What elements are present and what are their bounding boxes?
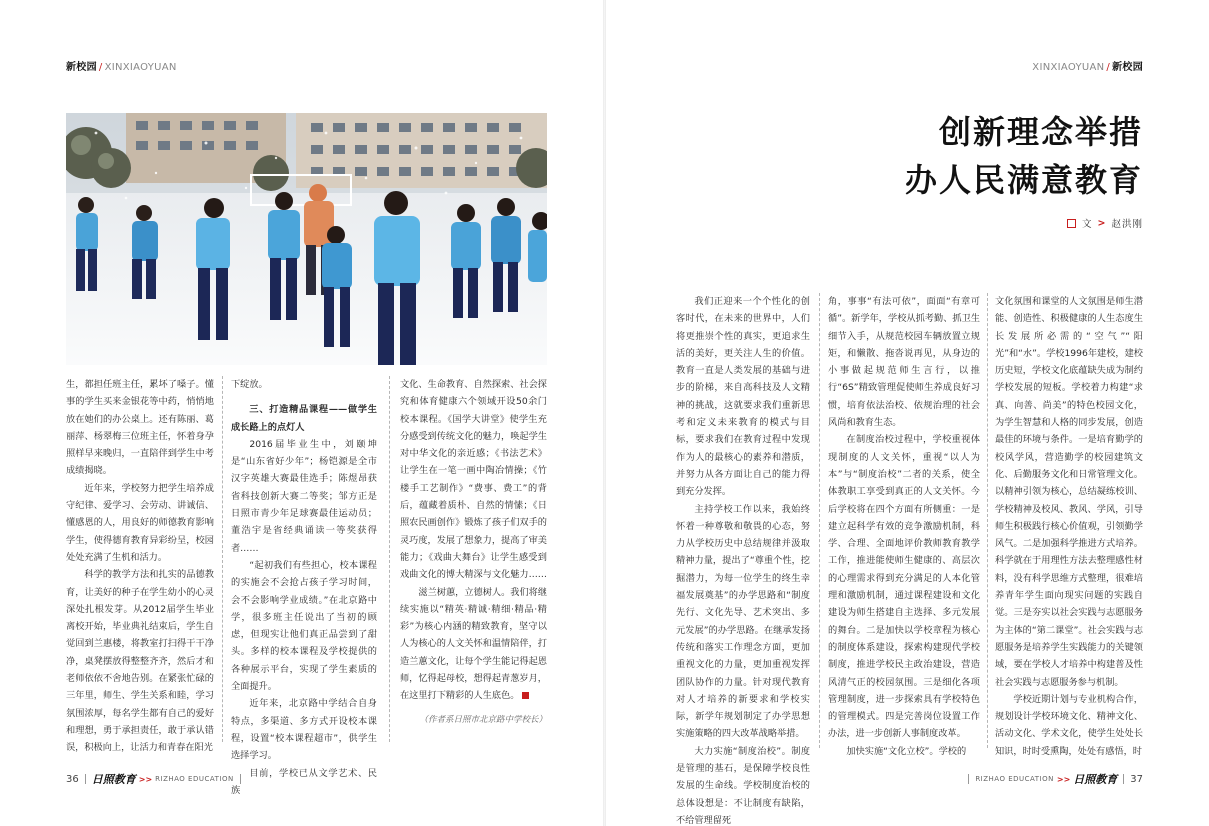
page-spine: [603, 0, 606, 826]
byline-arrow-icon: >: [1097, 217, 1106, 229]
author-note: （作者系日照市北京路中学校长）: [419, 715, 547, 725]
paragraph: 生，都担任班主任，累坏了嗓子。懂事的学生买来金银花等中药，悄悄地放在她们的办公桌上。还有陈丽、葛丽萍、杨翠梅三位班主任，怀着身孕照样早来晚归，一直陪伴到学生中考成绩揭晓。: [66, 379, 214, 477]
byline-square-icon: [1067, 219, 1076, 228]
footer-divider: [1123, 774, 1124, 784]
paragraph: 目前，学校已从文学艺术、民族: [231, 767, 377, 796]
byline: [1067, 216, 1143, 230]
byline-label: 文: [1082, 219, 1092, 230]
publication-en-name: RIZHAO EDUCATION: [975, 775, 1054, 783]
end-of-article-mark: [522, 692, 529, 699]
running-header-left: 新校园 / XINXIAOYUAN: [66, 62, 177, 73]
left-column-1: [66, 376, 214, 757]
chevron-icon: >>: [1056, 774, 1071, 784]
column-divider: [819, 293, 820, 748]
column-divider: [389, 376, 390, 742]
article-title: [905, 108, 1143, 204]
students-snow-photo: [66, 113, 547, 365]
footer-divider: [85, 774, 86, 784]
right-column-2: [828, 293, 980, 760]
page-number: 36: [66, 773, 79, 785]
left-column-2: [231, 376, 377, 799]
footer-divider: [968, 774, 969, 784]
paragraph: 文化氛围和课堂的人文氛围是师生潜能、创造性、积极健康的人生态度生长发展所必需的“空气”“阳光”和“水”。学校1996年建校，建校历史短，学校文化底蕴缺失成为制约学校发展的短板。学校着力构建“求真、向善、尚美”的特色校园文化，为学生智慧和人格的同步发展，创造最佳的环境与条件。一是培育勤学的校风学风，营造勤学的校园建筑文化、后勤服务文化和日常管理文化。以精神引领为核心，总结凝练校训、学校精神及校风、教风、学风，引导师生积极践行核心价值观，引领勤学风气。二是加强科学推进方式培养。科学就在于用理性方法去整理感性材料，没有科学思维方式整理，很难培养青年学生面向现实问题的实践自觉。三是夯实以社会实践与志愿服务为主体的“第二课堂”。社会实践与志愿服务是培养学生实践能力的关键领域，要在学校人才培养中构建普及性社会实践与志愿服务参与机制。: [995, 296, 1143, 688]
paragraph: 学校近期计划与专业机构合作，规划设计学校环境文化、精神文化、活动文化、学术文化，使学生处处长知识，时时受熏陶，处处有感悟，时: [995, 693, 1143, 757]
page-number: 37: [1130, 773, 1143, 785]
paragraph: 我们正迎来一个个性化的创客时代，在未来的世界中，人们将更推崇个性的真实，更追求生活的美好，更关注人生的价值。教育一直是人类发展的基础与进步的阶梯，来自高科技及人文精神的挑战，这就要求我们重新思考和定义未来教育的模式与目标，要求我们在教育过程中发现作为人的最核心的素养和潜质，并努力从各方面让自己的能力得到充分发挥。: [676, 296, 810, 498]
publication-en-name: RIZHAO EDUCATION: [155, 775, 234, 783]
paragraph: 大力实施“制度治校”。制度是管理的基石，是保障学校良性发展的生命线。学校制度治校的总体设想是：不让制度有缺陷，不给管理留死: [676, 745, 810, 826]
column-divider: [987, 293, 988, 748]
publication-name: 日照教育: [1073, 773, 1118, 786]
paragraph: 下绽放。: [231, 379, 268, 390]
right-column-1: [676, 293, 810, 826]
title-line-2: 办人民满意教育: [904, 161, 1143, 199]
footer-right: [965, 771, 1143, 787]
right-column-3: [995, 293, 1143, 760]
author-name: 赵洪刚: [1111, 219, 1143, 230]
left-column-3: [400, 376, 547, 705]
paragraph: 在制度治校过程中，学校重视体现制度的人文关怀，重视“以人为本”与“制度治校”二者的关系，使全体教职工享受到真正的人文关怀。今后学校将在四个方面有所侧重：一是建立起科学有效的竞争激励机制，科学、合理、全面地评价教师教育教学工作，推进能使师生健康的、高层次的心理需求得到充分满足的人本化管理和激励机制，通过课程建设和文化建设为师生搭建自主选择、多元发展的舞台。二是加快以学校章程为核心的制度体系建设，探索构建现代学校制度，推进学校民主政治建设，营造风清气正的校园氛围。三是细化各项管理制度，进一步探索具有学校特色的管理模式。四是完善岗位设置工作办法，进一步创新人事制度改革。: [828, 434, 980, 740]
paragraph: [400, 584, 547, 705]
paragraph: “起初我们有些担心，校本课程的实施会不会抢占孩子学习时间，会不会影响学业成绩。”在北京路中学，很多班主任说出了当初的顾虑，但现实让他们真正品尝到了甜头。多样的校本课程及学校提供的各种展示平台，实现了学生素质的全面提升。: [231, 559, 377, 693]
paragraph: 角，事事“有法可依”，面面“有章可循”。新学年，学校从抓考勤、抓卫生细节入手，从规范校园车辆放置立规矩，和懒散、拖沓说再见，从身边的小事做起规范师生言行，以推行“6S”精致管理促使师生养成良好习惯，培育依法治校、依规治理的社会风尚和教育生态。: [828, 296, 980, 429]
footer-divider: [240, 774, 241, 784]
paragraph: 文化、生命教育、自然探索、社会探究和体育健康六个领域开设50余门校本课程。《国学大讲堂》使学生充分感受到传统文化的魅力，唤起学生对中华文化的亲近感；《书法艺术》让学生在一笔一画中陶冶情操；《竹楼手工艺制作》“费事、费工”的背后，蕴藏着质朴、自然的情愫；《日照农民画创作》锻炼了孩子们双手的灵巧度，发展了想象力，提高了审美能力；《戏曲大舞台》让学生感受到戏曲文化的博大精深与文化魅力……: [400, 379, 547, 581]
title-line-1: 创新理念举措: [938, 113, 1143, 151]
column-divider: [222, 376, 223, 742]
paragraph: 科学的教学方法和扎实的品德教育，让美好的种子在学生幼小的心灵深处扎根发芽。从2012届学生毕业离校开始，毕业典礼结束后，学生自觉回到兰惠楼，将教室打扫得干干净净，桌凳摆放得整整齐齐，然后才和老师依依不舍地告别。在紧张忙碌的三年里，师生、学生关系和睦，学习氛围浓厚，每名学生都有自己的爱好和理想，勇于承担责任，敢于承认错误，积极向上，让活力和青春在阳光: [66, 569, 214, 754]
paragraph: 近年来，学校努力把学生培养成守纪律、爱学习、会劳动、讲诚信、懂感恩的人，用良好的师德教育影响学生，使得德育教育异彩纷呈，校园处处充满了生机和活力。: [66, 482, 214, 563]
section-subheading: 三、打造精品课程——做学生成长路上的点灯人: [231, 404, 377, 433]
closing-paragraph-text: 滋兰树蕙，立德树人。我们将继续实施以“精英·精诚·精细·精品·精彩”为核心内涵的精致教育，坚守以人为核心的人文关怀和温情陪伴，打造兰蕙文化，让每个学生能记得起恩师，忆得起母校，想得起青葱岁月，在这里打下精彩的人生底色。: [400, 586, 548, 702]
paragraph: 近年来，北京路中学结合自身特点，多渠道、多方式开设校本课程，设置“校本课程超市”，供学生选择学习。: [231, 698, 377, 762]
running-header-right: XINXIAOYUAN / 新校园: [1032, 62, 1143, 73]
publication-name: 日照教育: [91, 773, 136, 786]
paragraph: 2016届毕业生中，刘颐坤是“山东省好少年”；杨铠源是全市汉字英雄大赛最佳选手；陈煜昂获省科技创新大赛二等奖；邹方正是日照市青少年足球赛最佳运动员；董浩宇是省经典诵读一等奖获得者……: [231, 438, 377, 554]
chevron-icon: >>: [138, 774, 153, 784]
paragraph: 主持学校工作以来，我始终怀着一种尊敬和敬畏的心态，努力从学校历史中总结规律并汲取精神力量，提出了“尊重个性，挖掘潜力，为每一位学生的终生幸福发展奠基”的办学思路和“制度先行、文化先导、艺术突出、多元发展”的办学思路。在继承发扬传统和落实工作理念方面，更加重视文化的力量，更加重视发挥团队协作的力量。针对现代教育对人才培养的新要求和学校实际，新学年规划制定了办学思想实施策略的四大改革战略举措。: [676, 503, 810, 740]
footer-left: [66, 771, 244, 787]
paragraph: 加快实施“文化立校”。学校的: [846, 745, 967, 757]
